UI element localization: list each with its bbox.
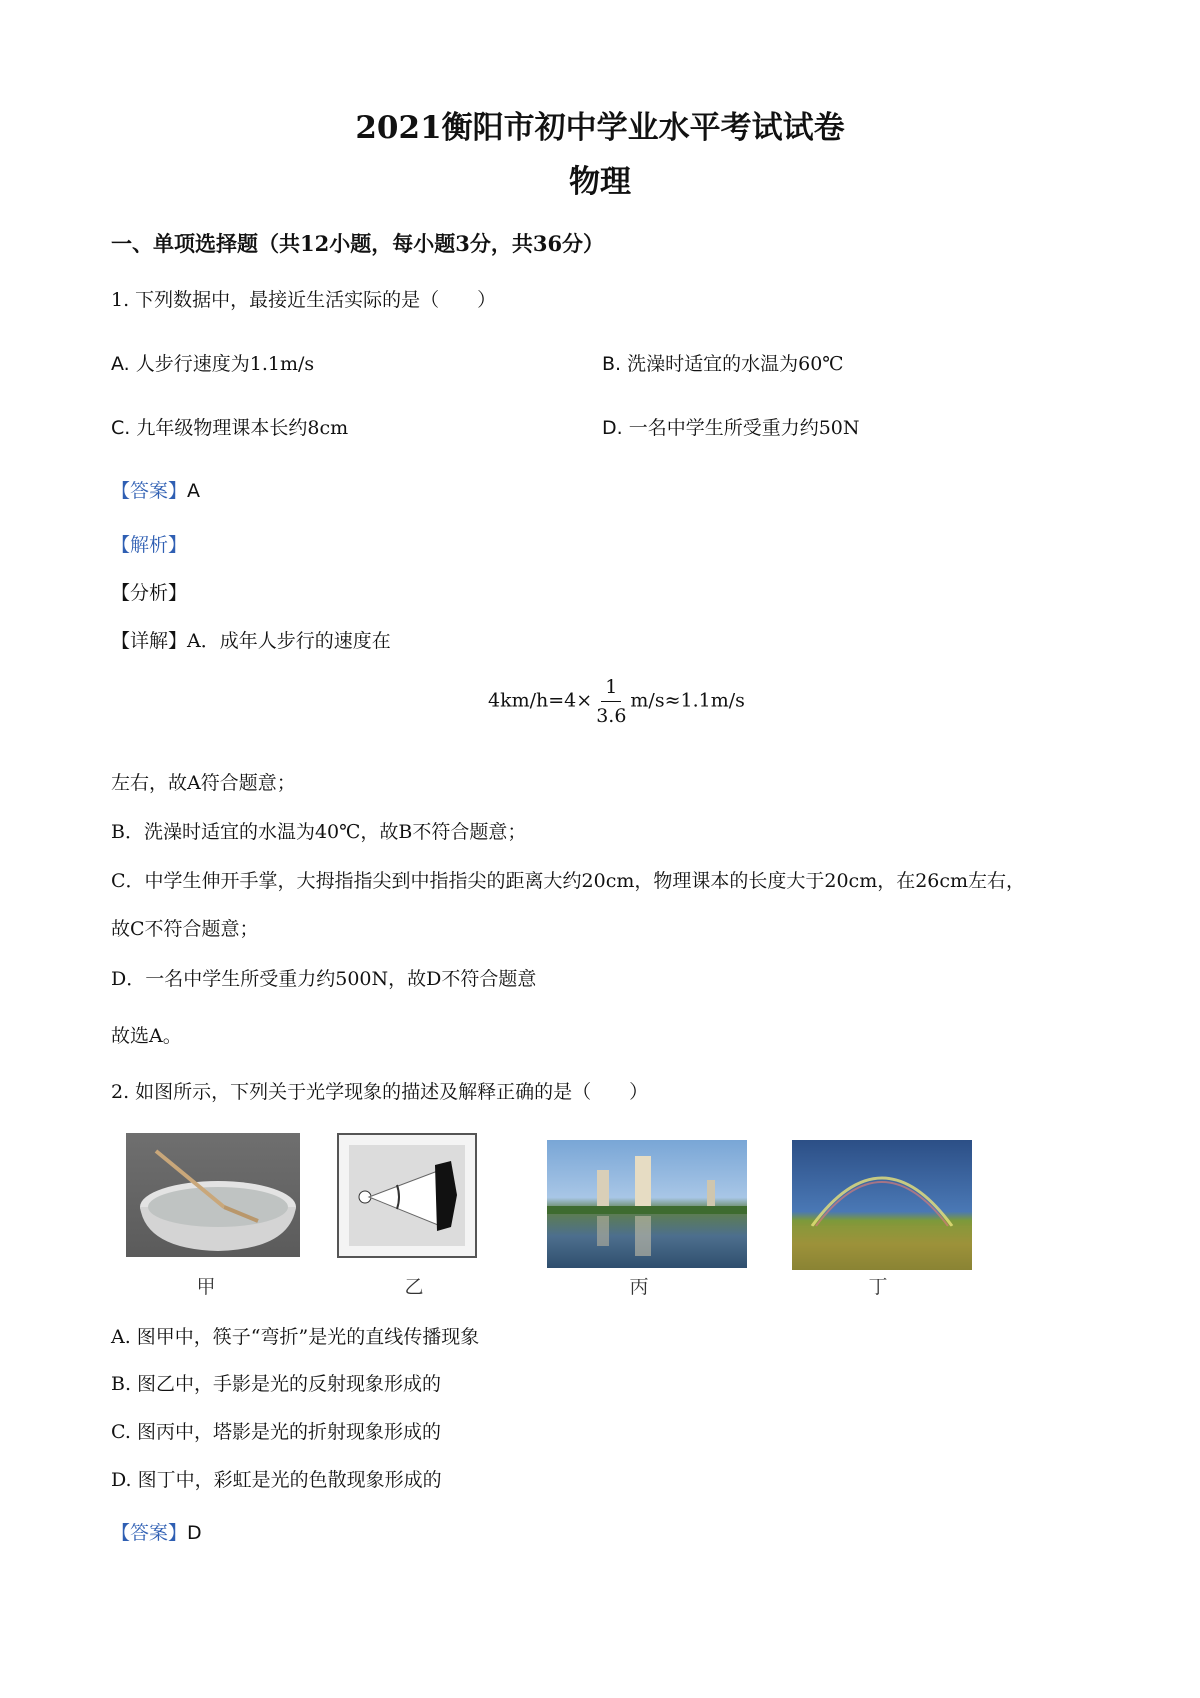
figure-label-ding: 丁 [868, 1276, 888, 1298]
figure-jia-image [126, 1133, 300, 1257]
q2-stem: 2. 如图所示，下列关于光学现象的描述及解释正确的是（ ） [111, 1081, 649, 1103]
q2-answer [111, 1518, 202, 1545]
figure-label-bing: 丙 [629, 1276, 649, 1298]
q1-fenxi-tag: 【分析】 [111, 582, 188, 604]
q2-option-a: A. 图甲中，筷子“弯折”是光的直线传播现象 [111, 1326, 480, 1348]
bowl-chopstick-icon [126, 1133, 300, 1257]
q1-analysis-tag: 【解析】 [111, 534, 188, 556]
q1-conclusion: 故选A。 [111, 1025, 182, 1047]
q1-line-a: 左右，故A符合题意； [111, 772, 296, 794]
formula-fraction [596, 676, 626, 727]
formula-denominator: 3.6 [596, 705, 627, 727]
q1-line-b: B．洗澡时适宜的水温为40℃，故B不符合题意； [111, 821, 527, 843]
q1-line-c1: C．中学生伸开手掌，大拇指指尖到中指指尖的距离大约20cm，物理课本的长度大于20cm，在26cm左右， [111, 870, 1026, 892]
q1-line-d: D．一名中学生所受重力约500N，故D不符合题意 [111, 968, 537, 990]
figure-label-yi: 乙 [404, 1276, 424, 1298]
q1-option-a-text: 人步行速度为1.1m/s [135, 353, 315, 375]
q1-answer [111, 476, 200, 503]
q1-answer-tag: 【答案】 [111, 480, 188, 502]
figure-label-jia: 甲 [196, 1276, 216, 1298]
q1-option-a-key: A. [111, 353, 130, 375]
section-heading: 一、单项选择题（共12小题，每小题3分，共36分） [111, 231, 605, 256]
figure-yi-image [337, 1133, 477, 1258]
q1-detail: 【详解】A．成年人步行的速度在 [111, 630, 391, 652]
q1-stem: 1. 下列数据中，最接近生活实际的是（ ） [111, 289, 497, 311]
figure-bing-image [547, 1140, 747, 1268]
q2-answer-tag: 【答案】 [111, 1522, 188, 1544]
q1-option-b [602, 349, 844, 376]
q2-option-d: D. 图丁中，彩虹是光的色散现象形成的 [111, 1469, 442, 1491]
q1-option-d [602, 413, 860, 440]
formula-right: m/s≈1.1m/s [630, 689, 745, 712]
q1-option-b-text: 洗澡时适宜的水温为60℃ [627, 353, 844, 375]
q1-option-c-key: C. [111, 417, 131, 439]
q1-option-c [111, 413, 348, 440]
pagoda-icon [547, 1140, 747, 1268]
rainbow-icon [792, 1140, 972, 1270]
q1-answer-value: A [187, 480, 201, 502]
formula-left: 4km/h=4× [488, 689, 593, 712]
subject-title: 物理 [569, 164, 631, 200]
q2-option-c: C. 图丙中，塔影是光的折射现象形成的 [111, 1421, 441, 1443]
q1-option-b-key: B. [602, 353, 622, 375]
q2-answer-value: D [187, 1522, 202, 1544]
q1-option-d-key: D. [602, 417, 623, 439]
q1-option-a [111, 349, 314, 376]
exam-title: 2021衡阳市初中学业水平考试试卷 [355, 110, 845, 146]
formula-numerator: 1 [601, 676, 621, 702]
q1-option-c-text: 九年级物理课本长约8cm [136, 417, 349, 439]
figure-ding-image [792, 1140, 972, 1270]
q1-formula [488, 676, 745, 727]
hand-shadow-icon [339, 1135, 475, 1256]
q1-option-d-text: 一名中学生所受重力约50N [628, 417, 860, 439]
q2-option-b: B. 图乙中，手影是光的反射现象形成的 [111, 1373, 442, 1395]
q1-line-c2: 故C不符合题意； [111, 918, 259, 940]
